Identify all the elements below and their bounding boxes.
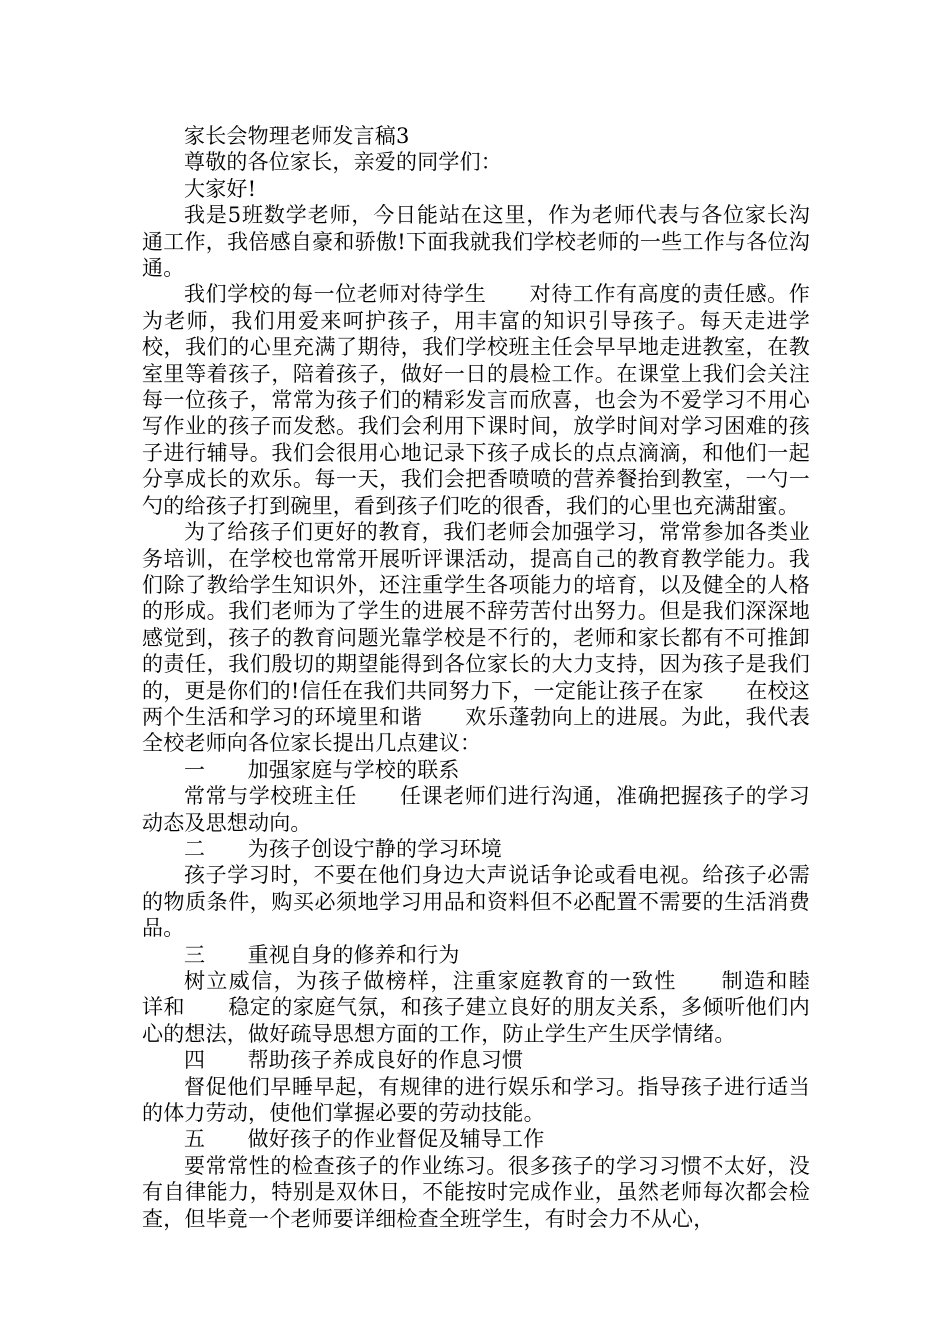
suggestion-heading-1: 一 加强家庭与学校的联系 <box>184 757 460 782</box>
suggestion-body-2: 孩子学习时，不要在他们身边大声说话争论或看电视。给孩子必需的物质条件，购买必须地学习用品和资料但不必配置不需要的生活消费品。 <box>142 863 810 941</box>
suggestion-heading-5: 五 做好孩子的作业督促及辅导工作 <box>184 1127 545 1152</box>
document-title: 家长会物理老师发言稿3 <box>184 124 410 148</box>
paragraph-education: 为了给孩子们更好的教育，我们老师会加强学习，常常参加各类业务培训，在学校也常常开展听评课活动，提高自己的教育教学能力。我们除了教给学生知识外，还注重学生各项能力的培育，以及健全的人格的形成。我们老师为了学生的进展不辞劳苦付出努力。但是我们深深地感觉到，孩子的教育问题光靠学校是不行的，老师和家长都有不可推卸的责任，我们殷切的期望能得到各位家长的大力支持，因为孩子是我们的，更是你们的!信任在我们共同努力下，一定能让孩子在家 在校这两个生活和学习的环境里和谐 欢乐蓬勃向上的进展。为此，我代表全校老师向各位家长提出几点建议： <box>142 520 810 756</box>
suggestion-heading-2: 二 为孩子创设宁静的学习环境 <box>184 836 502 861</box>
paragraph-teacher-duties: 我们学校的每一位老师对待学生 对待工作有高度的责任感。作为老师，我们用爱来呵护孩子，用丰富的知识引导孩子。每天走进学校，我们的心里充满了期待，我们学校班主任会早早地走进教室，在教室里等着孩子，陪着孩子，做好一日的晨检工作。在课堂上我们会关注每一位孩子，常常为孩子们的精彩发言而欣喜，也会为不爱学习不用心写作业的孩子而发愁。我们会利用下课时间，放学时间对学习困难的孩子进行辅导。我们会很用心地记录下孩子成长的点点滴滴，和他们一起分享成长的欢乐。每一天，我们会把香喷喷的营养餐抬到教室，一勺一勺的给孩子打到碗里，看到孩子们吃的很香，我们的心里也充满甜蜜。 <box>142 282 810 518</box>
suggestion-body-4: 督促他们早睡早起，有规律的进行娱乐和学习。指导孩子进行适当的体力劳动，使他们掌握必要的劳动技能。 <box>142 1074 810 1126</box>
suggestion-heading-4: 四 帮助孩子养成良好的作息习惯 <box>184 1048 524 1073</box>
suggestion-heading-3: 三 重视自身的修养和行为 <box>184 942 460 967</box>
suggestion-body-1: 常常与学校班主任 任课老师们进行沟通，准确把握孩子的学习动态及思想动向。 <box>142 784 810 835</box>
greeting: 大家好! <box>184 176 257 201</box>
paragraph-intro: 我是5班数学老师，今日能站在这里，作为老师代表与各位家长沟通工作，我倍感自豪和骄傲!下面我就我们学校老师的一些工作与各位沟通。 <box>142 203 810 281</box>
suggestion-body-5: 要常常性的检查孩子的作业练习。很多孩子的学习习惯不太好，没有自律能力，特别是双休日，不能按时完成作业，虽然老师每次都会检查，但毕竟一个老师要详细检查全班学生，有时会力不从心， <box>142 1153 810 1231</box>
document-body <box>142 123 853 1232</box>
suggestion-body-3: 树立威信，为孩子做榜样，注重家庭教育的一致性 制造和睦 详和 稳定的家庭气氛，和孩子建立良好的朋友关系，多倾听他们内心的想法，做好疏导思想方面的工作，防止学生产生厌学情绪。 <box>142 969 853 1046</box>
salutation: 尊敬的各位家长，亲爱的同学们： <box>184 150 502 175</box>
